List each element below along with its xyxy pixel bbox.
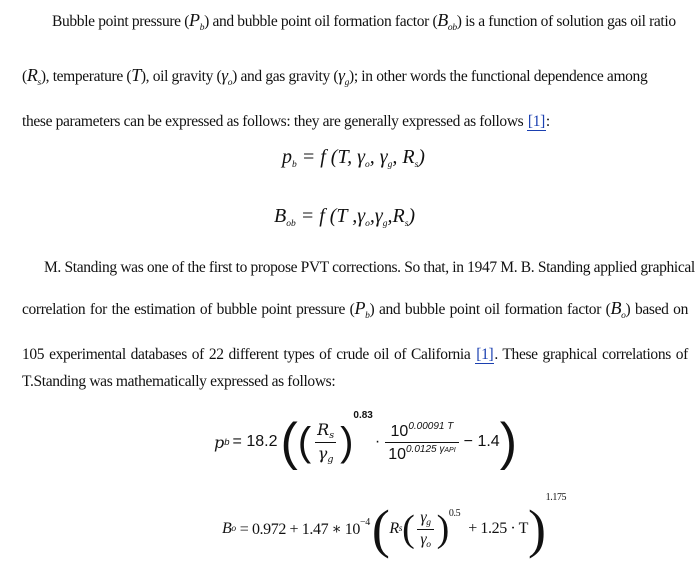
paragraph-2-line-1: M. Standing was one of the first to propose PVT corrections. So that, in 1947 M. B. Standing applied graphical <box>44 259 695 276</box>
gamma-ratio-fraction: $\frac{\gamma_g}{\gamma_o}$ <box>417 509 433 550</box>
paragraph-2-line-4: T.Standing was mathematically expressed as follows: <box>22 373 336 390</box>
equation-standing-bo: B o = 0.972 + 1.47 ∗ 10 −4 ( R s ( $\frac{\gamma_g}{\gamma_o}$ ) 0.5 + 1.25 · T ) 1.175 <box>222 492 567 559</box>
equation-oil-formation-factor: $B_{ob} = f$ (T $,\gamma_o,\gamma_g,R_s$) <box>274 205 416 229</box>
citation-link[interactable]: [1] <box>527 113 545 130</box>
paragraph-1-line-1: Bubble point pressure $(P_b)$ and bubble point oil formation factor $(B_{ob})$ is a function of solution gas oil ratio <box>52 10 676 33</box>
rs-over-gamma-fraction: $\frac{R_s}{\gamma_g}$ <box>314 420 337 465</box>
exponential-fraction: $\frac{10^{0.00091 T}}{10^{0.0125 \gamma API}}$ <box>385 421 458 464</box>
paragraph-1-line-3: these parameters can be expressed as follows: they are generally expressed as follows [1]: <box>22 113 550 130</box>
paragraph-2-line-2: correlation for the estimation of bubble point pressure $(P_b)$ and bubble point oil formation factor $(B_o)$ based on <box>22 298 688 321</box>
equation-bubble-point-pressure: $p_b = f$ (T, $\gamma_o$, $\gamma_g$, $R_s$) <box>282 146 425 170</box>
citation-link[interactable]: [1] <box>476 346 494 363</box>
paragraph-2-line-3: 105 experimental databases of 22 different types of crude oil of California [1]. These graphical correlations of <box>22 346 688 363</box>
equation-standing-pb: p b = 18.2 ( ( $\frac{R_s}{\gamma_g}$ ) 0.83 · $\frac{10^{0.00091 T}}{10^{0.0125 \gamma API}}$ − 1.4 ) <box>214 410 518 471</box>
paragraph-1-line-2: $(R_s)$, temperature (T), oil gravity $(\gamma_o)$ and gas gravity $(\gamma_g)$; in other words the functional dependence among <box>22 65 648 88</box>
